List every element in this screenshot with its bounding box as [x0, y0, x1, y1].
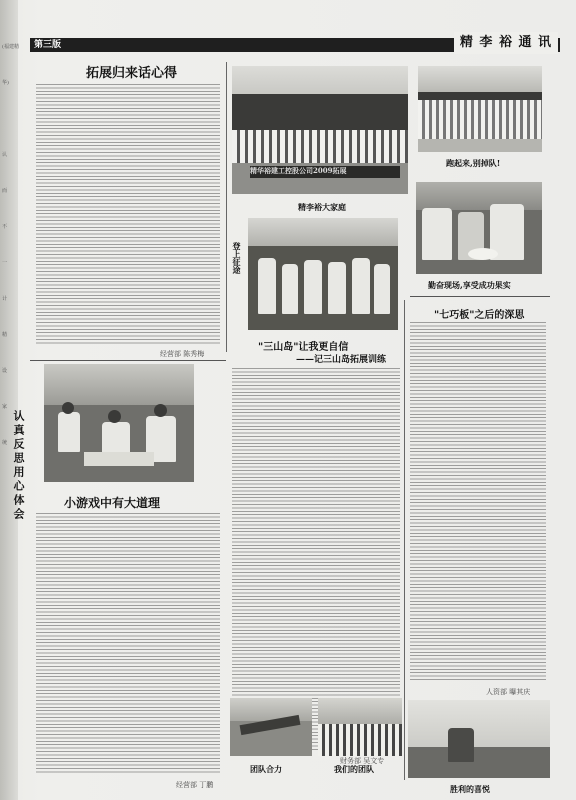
- edge-text-line: (福建精: [2, 44, 19, 50]
- snow-photo-caption: 胜利的喜悦: [450, 784, 490, 794]
- report-photo: [416, 182, 542, 274]
- ourteam-photo: [318, 698, 402, 756]
- mountain-photo: [248, 218, 398, 330]
- edge-text-line: 家: [2, 404, 8, 410]
- article-game-title: 小游戏中有大道理: [64, 496, 161, 510]
- edge-text-line: 精: [2, 332, 8, 338]
- mountain-photo-caption: 登上征途: [232, 242, 242, 274]
- article-mountain-subtitle: ——记三山岛拓展训练: [296, 355, 387, 365]
- group-photo: [232, 66, 408, 194]
- ourteam-photo-caption: 我们的团队: [334, 764, 374, 774]
- report-rule: [410, 296, 550, 297]
- edge-text-line: 一: [2, 260, 8, 266]
- group-photo-banner: 精华裕建工控股公司2009拓展: [250, 166, 400, 178]
- page-edge-strip: [0, 0, 18, 800]
- article-game-author: 经营部 丁鹏: [176, 781, 214, 789]
- column-divider-right: [404, 300, 405, 780]
- article-seven-body: [410, 322, 546, 682]
- edition-label: 第三版: [34, 40, 62, 50]
- snow-photo: [408, 700, 550, 778]
- edge-text-line: 不: [2, 224, 8, 230]
- report-photo-caption: 勤奋现场,享受成功果实: [428, 280, 511, 290]
- column-divider-left: [226, 62, 227, 352]
- edge-text-line: 统: [2, 440, 8, 446]
- article-left-title: 拓展归来话心得: [86, 66, 178, 81]
- article-game-body: [36, 513, 220, 775]
- game-photo: [44, 364, 194, 482]
- team-photo: [230, 698, 312, 756]
- article-left-author: 经营部 陈秀梅: [160, 350, 205, 358]
- edge-text-line: 而: [2, 188, 8, 194]
- article-left-body: [36, 84, 220, 346]
- masthead-title: 精 李 裕 通 讯: [454, 32, 558, 54]
- game-vertical-title: 认真反思用心体会: [12, 410, 25, 522]
- article-mountain-title: "三山岛"让我更自信: [258, 342, 349, 353]
- article-left-rule: [30, 360, 226, 361]
- edge-text-line: 认: [2, 152, 8, 158]
- edge-text-line: 设: [2, 368, 8, 374]
- running-photo: [418, 66, 542, 152]
- article-seven-title: "七巧板"之后的深思: [434, 310, 525, 321]
- team-photo-caption: 团队合力: [250, 764, 282, 774]
- group-photo-caption: 精李裕大家庭: [298, 202, 346, 212]
- article-seven-author: 人资部 曝其庆: [486, 688, 531, 696]
- edge-text-line: 华): [2, 80, 9, 86]
- article-mountain-body: [232, 368, 400, 752]
- article-mountain-author: 财务部 吴文专: [340, 757, 385, 765]
- edge-text-line: 计: [2, 296, 8, 302]
- running-photo-caption: 跑起来,别掉队!: [446, 158, 501, 168]
